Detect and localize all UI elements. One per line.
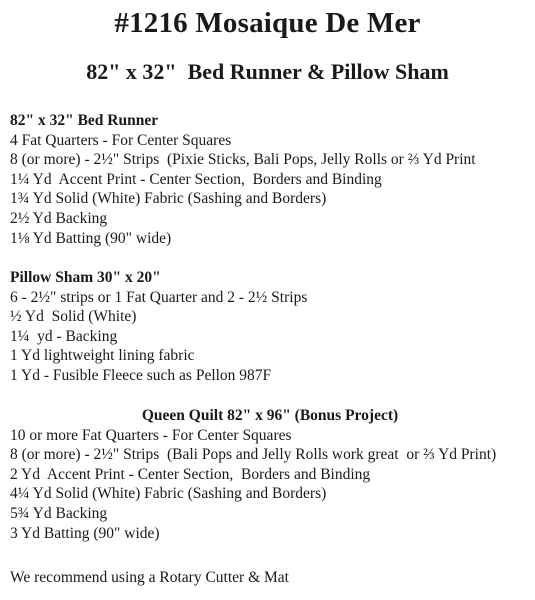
material-line: 1⅛ Yd Batting (90" wide) bbox=[10, 229, 172, 247]
page-subtitle: 82" x 32" Bed Runner & Pillow Sham bbox=[86, 59, 449, 84]
material-line: 1¼ Yd Accent Print - Center Section, Borders and Binding bbox=[10, 170, 382, 188]
material-line: 1 Yd lightweight lining fabric bbox=[10, 347, 195, 365]
material-line: 2 Yd Accent Print - Center Section, Borders and Binding bbox=[10, 465, 371, 483]
queen-quilt-section bbox=[10, 406, 530, 543]
material-line: 10 or more Fat Quarters - For Center Squares bbox=[10, 426, 292, 444]
material-line: ½ Yd Solid (White) bbox=[10, 308, 137, 326]
material-line: 1¼ yd - Backing bbox=[10, 327, 118, 345]
material-line: 4 Fat Quarters - For Center Squares bbox=[10, 131, 232, 149]
material-line: 5¾ Yd Backing bbox=[10, 504, 108, 522]
material-line: 1¾ Yd Solid (White) Fabric (Sashing and Borders) bbox=[10, 190, 327, 208]
material-line: 6 - 2½" strips or 1 Fat Quarter and 2 - 2½ Strips bbox=[10, 288, 308, 306]
section-heading: Queen Quilt 82" x 96" (Bonus Project) bbox=[141, 407, 399, 424]
material-line: 1 Yd - Fusible Fleece such as Pellon 987F bbox=[10, 366, 272, 384]
section-heading: Pillow Sham 30" x 20" bbox=[10, 269, 161, 286]
material-line: 2½ Yd Backing bbox=[10, 209, 108, 227]
material-line: 8 (or more) - 2½" Strips (Pixie Sticks, Bali Pops, Jelly Rolls or ⅔ Yd Print bbox=[10, 151, 476, 169]
material-line: 4¼ Yd Solid (White) Fabric (Sashing and Borders) bbox=[10, 485, 327, 503]
page-title: #1216 Mosaique De Mer bbox=[114, 7, 421, 39]
pillow-sham-section bbox=[10, 268, 530, 386]
bed-runner-section bbox=[10, 111, 530, 248]
material-line: 3 Yd Batting (90" wide) bbox=[10, 524, 160, 542]
material-line: 8 (or more) - 2½" Strips (Bali Pops and Jelly Rolls work great or ⅔ Yd Print) bbox=[10, 446, 497, 464]
recommendation-note: We recommend using a Rotary Cutter & Mat bbox=[10, 569, 289, 586]
section-heading: 82" x 32" Bed Runner bbox=[10, 112, 159, 129]
